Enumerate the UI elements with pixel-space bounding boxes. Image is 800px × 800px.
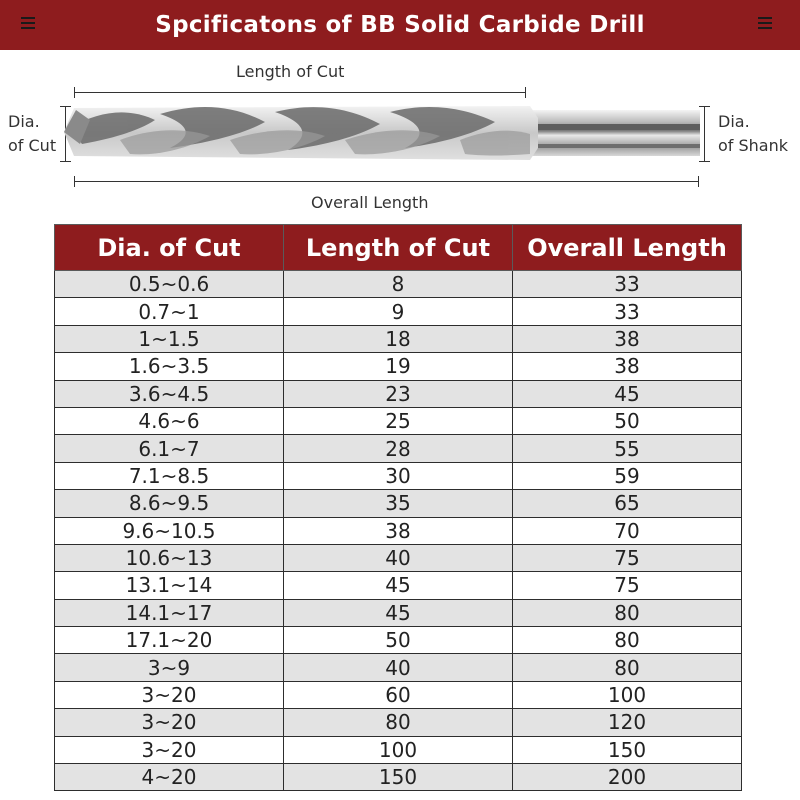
dimension-tick xyxy=(74,176,75,187)
dimension-tick xyxy=(525,87,526,98)
table-cell: 30 xyxy=(284,462,513,489)
dia-of-shank-dimension-line xyxy=(704,106,705,162)
page-title: Spcificatons of BB Solid Carbide Drill xyxy=(155,12,645,38)
table-cell: 9.6~10.5 xyxy=(55,517,284,544)
table-cell: 3.6~4.5 xyxy=(55,380,284,407)
dia-of-shank-label-line1: Dia. xyxy=(718,112,750,131)
table-cell: 55 xyxy=(513,435,742,462)
table-row xyxy=(55,435,742,462)
drill-bit-image xyxy=(60,100,700,162)
table-cell: 35 xyxy=(284,490,513,517)
column-header: Length of Cut xyxy=(284,225,513,271)
dimension-tick xyxy=(699,106,710,107)
table-cell: 3~20 xyxy=(55,736,284,763)
table-cell: 13.1~14 xyxy=(55,572,284,599)
table-cell: 120 xyxy=(513,709,742,736)
table-cell: 33 xyxy=(513,298,742,325)
dia-of-cut-label-line2: of Cut xyxy=(8,136,57,155)
table-cell: 50 xyxy=(284,627,513,654)
menu-icon[interactable] xyxy=(758,17,772,31)
table-cell: 3~9 xyxy=(55,654,284,681)
table-cell: 59 xyxy=(513,462,742,489)
dia-of-cut-label-line1: Dia. xyxy=(8,112,40,131)
table-row xyxy=(55,544,742,571)
table-cell: 80 xyxy=(513,599,742,626)
table-cell: 23 xyxy=(284,380,513,407)
table-cell: 4~20 xyxy=(55,764,284,791)
table-cell: 8 xyxy=(284,271,513,298)
table-cell: 70 xyxy=(513,517,742,544)
table-cell: 3~20 xyxy=(55,709,284,736)
table-row xyxy=(55,490,742,517)
table-cell: 3~20 xyxy=(55,681,284,708)
table-cell: 33 xyxy=(513,271,742,298)
table-row xyxy=(55,736,742,763)
table-cell: 9 xyxy=(284,298,513,325)
table-row xyxy=(55,627,742,654)
table-cell: 14.1~17 xyxy=(55,599,284,626)
table-cell: 38 xyxy=(513,325,742,352)
table-cell: 1~1.5 xyxy=(55,325,284,352)
table-row xyxy=(55,353,742,380)
table-cell: 40 xyxy=(284,544,513,571)
dimension-tick xyxy=(698,176,699,187)
table-cell: 45 xyxy=(284,572,513,599)
table-body xyxy=(55,271,742,791)
table-row xyxy=(55,599,742,626)
table-cell: 80 xyxy=(513,627,742,654)
overall-length-dimension-line xyxy=(74,181,699,182)
table-row xyxy=(55,325,742,352)
table-cell: 40 xyxy=(284,654,513,681)
table-cell: 80 xyxy=(513,654,742,681)
table-row xyxy=(55,572,742,599)
table-row xyxy=(55,681,742,708)
table-header-row xyxy=(55,225,742,271)
dimension-tick xyxy=(699,161,710,162)
table-cell: 0.5~0.6 xyxy=(55,271,284,298)
table-cell: 45 xyxy=(284,599,513,626)
table-cell: 1.6~3.5 xyxy=(55,353,284,380)
table-cell: 7.1~8.5 xyxy=(55,462,284,489)
column-header: Overall Length xyxy=(513,225,742,271)
table-cell: 65 xyxy=(513,490,742,517)
table-cell: 17.1~20 xyxy=(55,627,284,654)
length-of-cut-label: Length of Cut xyxy=(236,62,345,81)
table-cell: 18 xyxy=(284,325,513,352)
table-cell: 60 xyxy=(284,681,513,708)
column-header: Dia. of Cut xyxy=(55,225,284,271)
table-cell: 100 xyxy=(284,736,513,763)
dimension-tick xyxy=(74,87,75,98)
table-row xyxy=(55,462,742,489)
table-cell: 4.6~6 xyxy=(55,407,284,434)
table-cell: 10.6~13 xyxy=(55,544,284,571)
table-cell: 38 xyxy=(284,517,513,544)
table-row xyxy=(55,298,742,325)
table-cell: 38 xyxy=(513,353,742,380)
overall-length-label: Overall Length xyxy=(311,193,429,212)
table-cell: 200 xyxy=(513,764,742,791)
table-row xyxy=(55,517,742,544)
table-row xyxy=(55,709,742,736)
table-cell: 8.6~9.5 xyxy=(55,490,284,517)
length-of-cut-dimension-line xyxy=(74,92,526,93)
dia-of-shank-label-line2: of Shank xyxy=(718,136,789,155)
table-row xyxy=(55,764,742,791)
table-cell: 28 xyxy=(284,435,513,462)
table-cell: 0.7~1 xyxy=(55,298,284,325)
table-row xyxy=(55,271,742,298)
table-row xyxy=(55,654,742,681)
page-header xyxy=(0,0,800,50)
spec-table xyxy=(54,224,742,791)
table-cell: 150 xyxy=(284,764,513,791)
table-cell: 75 xyxy=(513,544,742,571)
table-cell: 19 xyxy=(284,353,513,380)
menu-icon[interactable] xyxy=(21,17,35,31)
table-cell: 25 xyxy=(284,407,513,434)
table-cell: 80 xyxy=(284,709,513,736)
table-cell: 50 xyxy=(513,407,742,434)
table-cell: 150 xyxy=(513,736,742,763)
table-cell: 45 xyxy=(513,380,742,407)
table-row xyxy=(55,407,742,434)
table-cell: 100 xyxy=(513,681,742,708)
table-cell: 6.1~7 xyxy=(55,435,284,462)
table-cell: 75 xyxy=(513,572,742,599)
table-row xyxy=(55,380,742,407)
